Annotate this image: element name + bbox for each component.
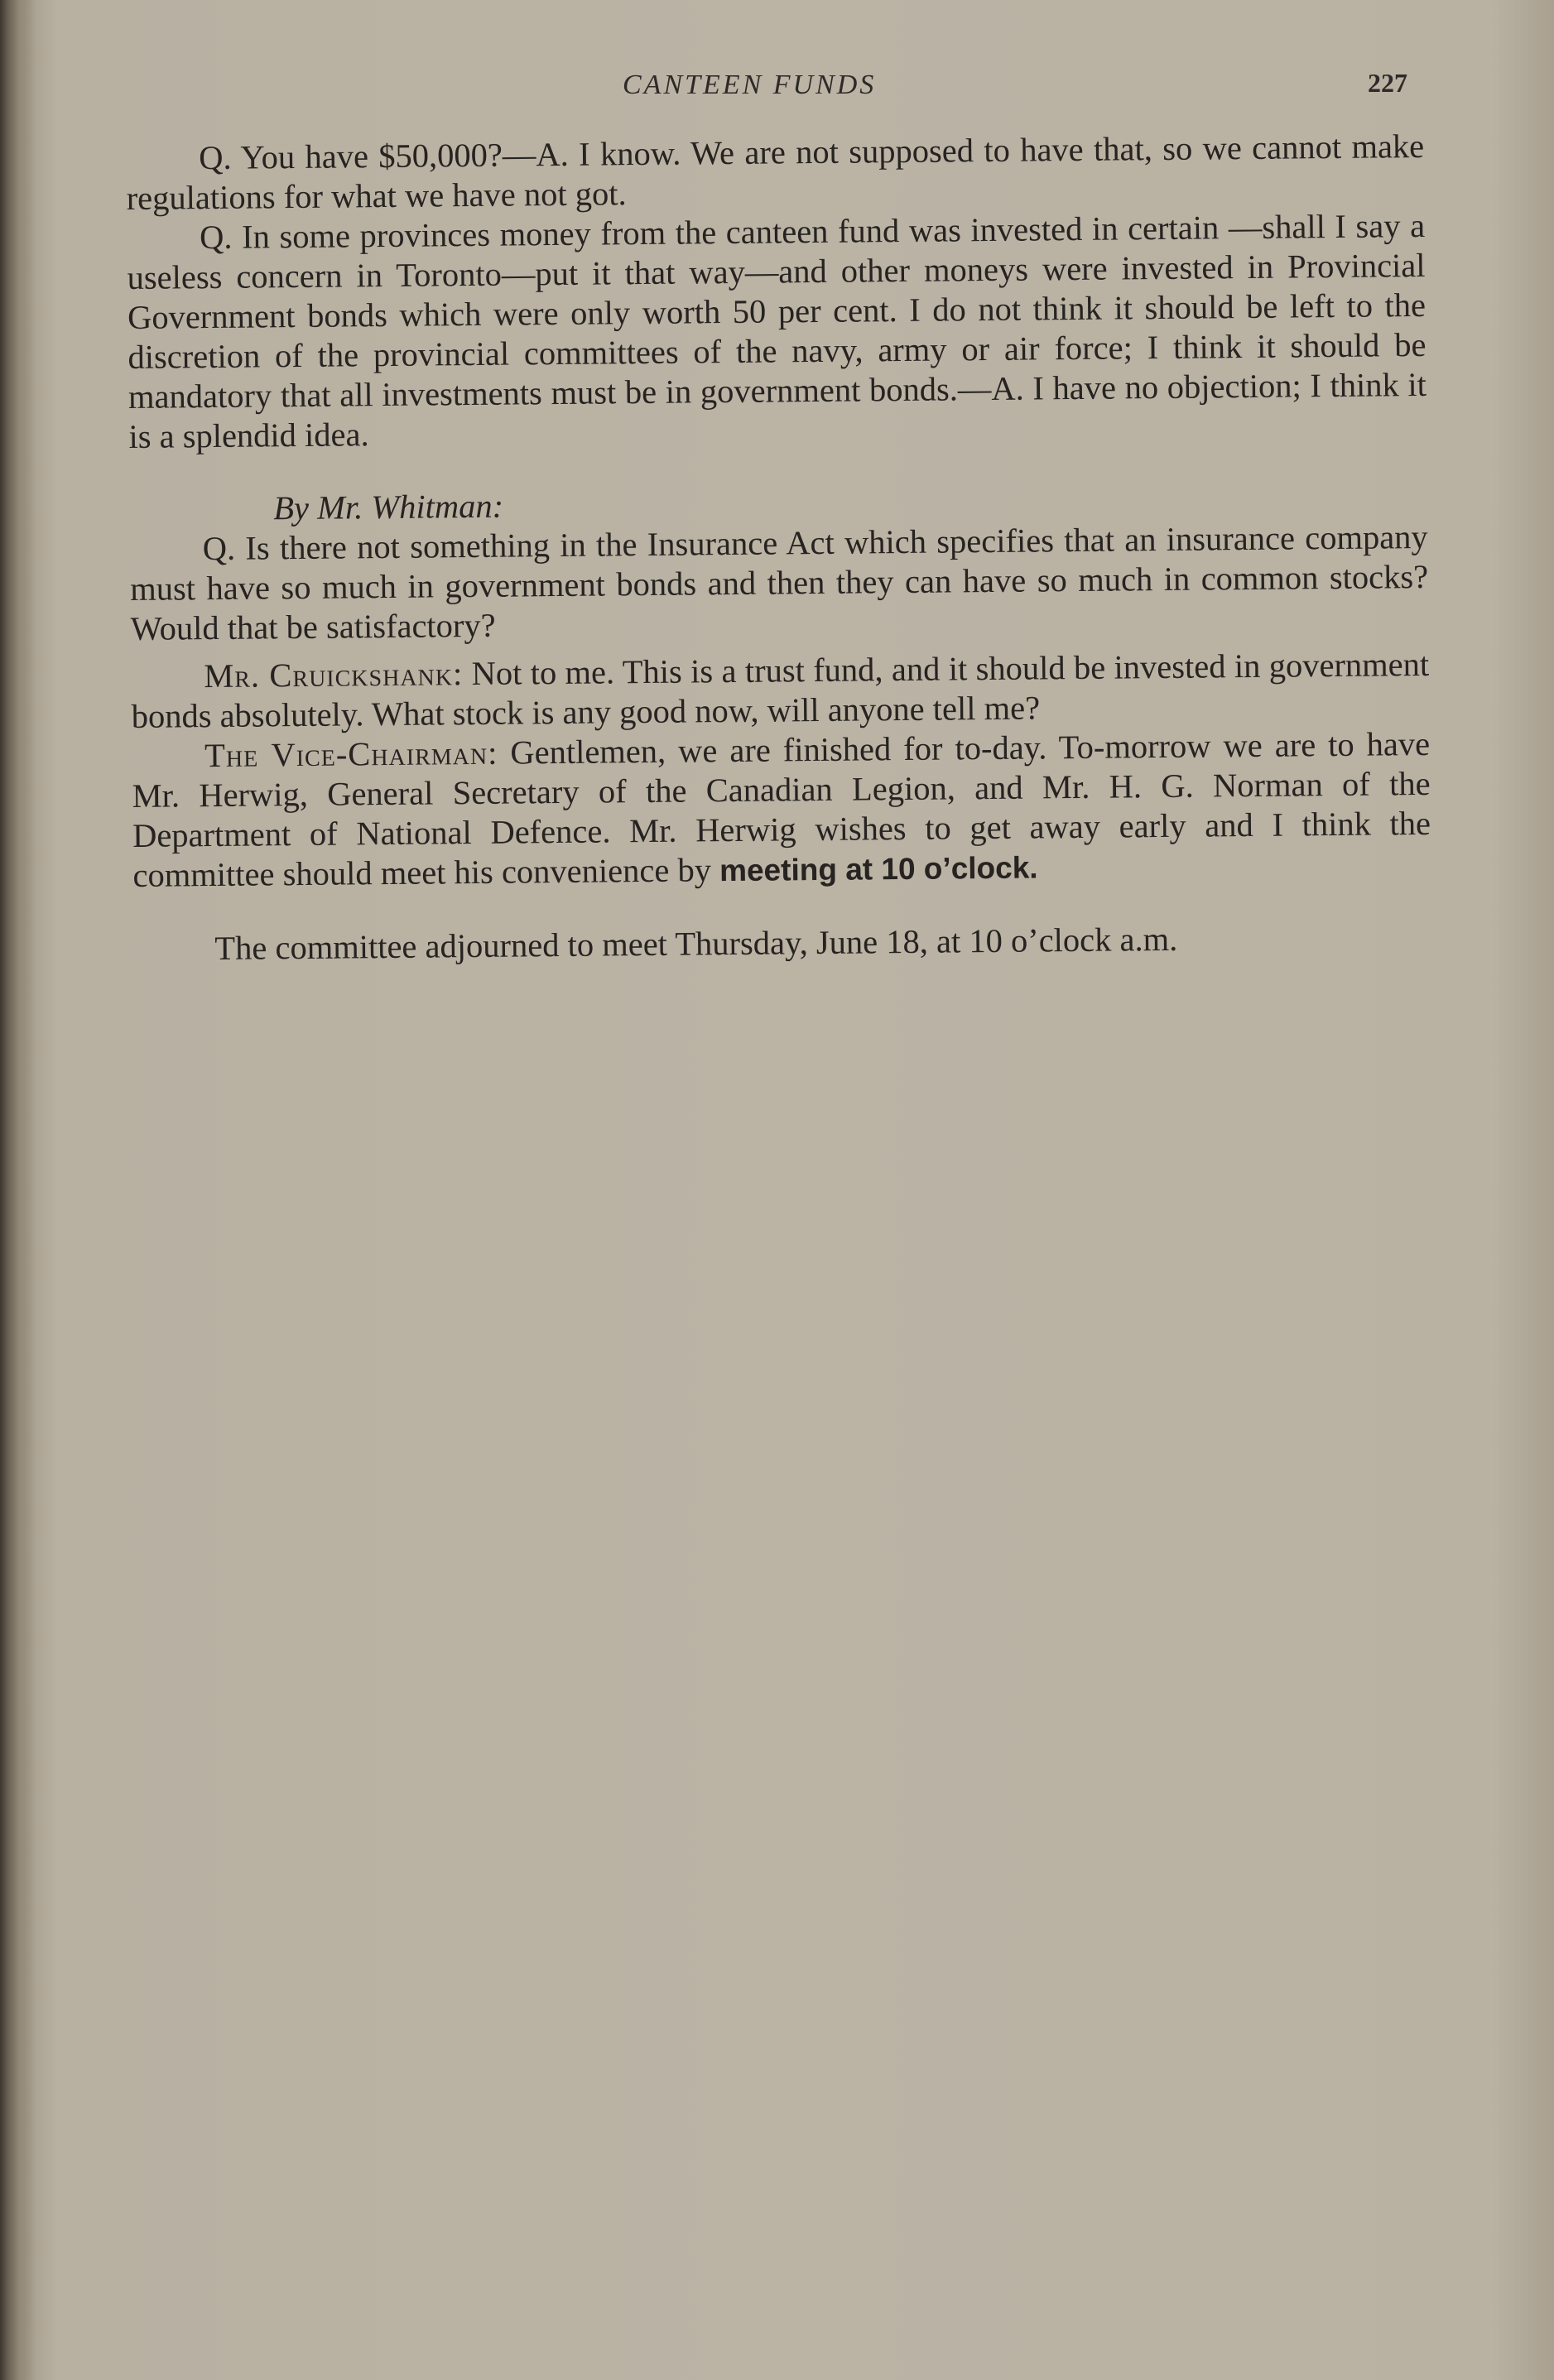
speaker-name: Mr. Cruickshank: bbox=[204, 655, 464, 695]
page-number: 227 bbox=[1368, 68, 1407, 98]
page-binding-shadow bbox=[0, 0, 36, 2380]
question-paragraph-3: Q. Is there not something in the Insurance Act which specifies that an insurance company must have so much in government bonds and then they can have so much in common stocks? Would that be satisfactory? bbox=[130, 517, 1429, 647]
statement-vice-chairman bbox=[132, 724, 1431, 897]
statement-cruickshank bbox=[131, 645, 1430, 737]
question-paragraph-1: Q. You have $50,000?—A. I know. We are not supposed to have that, so we cannot make regulations for what we have not got. bbox=[126, 127, 1425, 217]
statement-text: Not to me. This is a trust fund, and it should be invested in government bonds absolutely. What stock is any good now, will anyone tell me? bbox=[131, 645, 1430, 735]
statement-text-end: meeting at 10 o’clock. bbox=[719, 850, 1038, 888]
running-title: CANTEEN FUNDS bbox=[623, 70, 877, 100]
adjournment-note: The committee adjourned to meet Thursday, June 18, at 10 o’clock a.m. bbox=[214, 920, 1178, 968]
speaker-name: The Vice-Chairman: bbox=[204, 733, 498, 775]
page-header bbox=[0, 70, 1554, 111]
question-paragraph-2: Q. In some provinces money from the canteen fund was invested in certain —shall I say a useless concern in Toronto—put it that way—and other moneys were invested in Provincial Government bonds which were only worth 50 per cent. I do not think it should be left to the discretion of the provincial committees of the navy, army or air force; I think it should be mandatory that all investments must be in government bonds.—A. I have no objection; I think it is a splendid idea. bbox=[127, 206, 1427, 455]
statement-text: Gentlemen, we are finished for to-day. To-morrow we are to have Mr. Herwig, General Secretary of the Canadian Legion, and Mr. H. G. Norman of the Department of National Defence. Mr. Herwig wishes to get away early and I think the committee should meet his convenience by bbox=[132, 724, 1431, 894]
examiner-heading: By Mr. Whitman: bbox=[273, 487, 504, 527]
body-text bbox=[126, 127, 1432, 969]
